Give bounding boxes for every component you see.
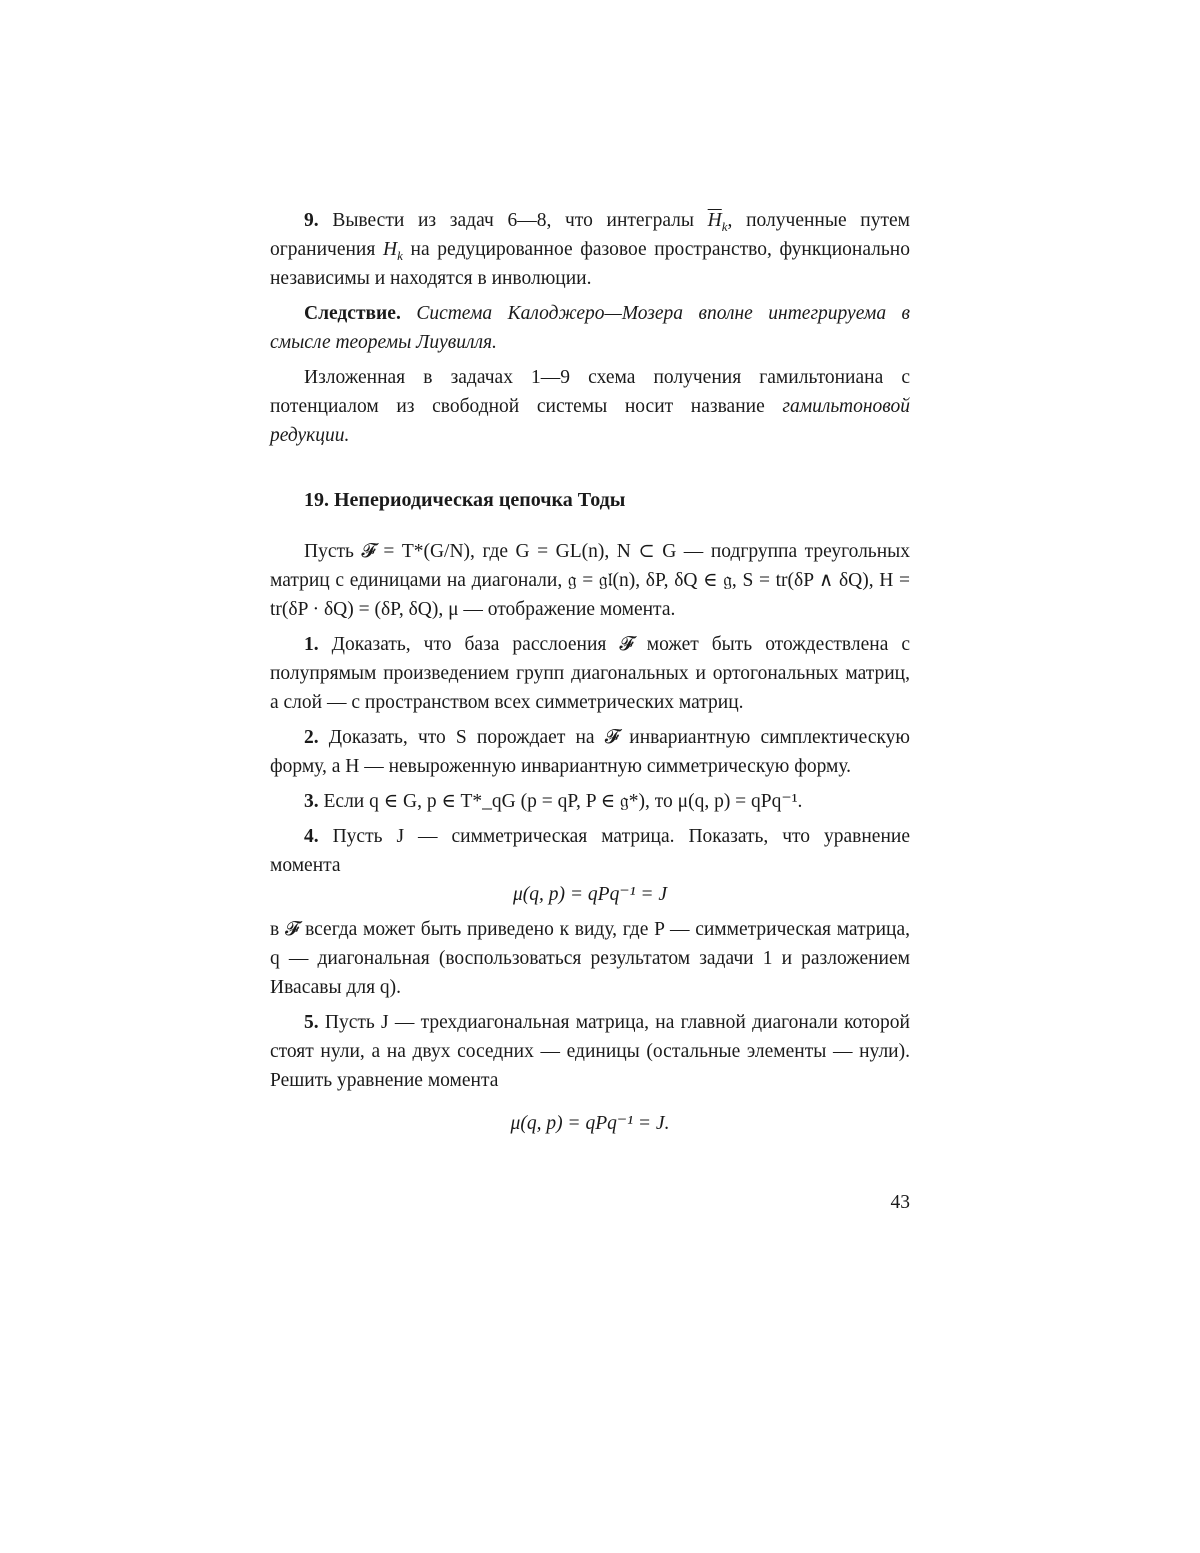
corollary-label: Следствие. [304, 303, 401, 324]
symbol-hk-bar-sub: k [721, 218, 728, 234]
problem-4-number: 4. [304, 826, 319, 847]
problem-2 [270, 723, 910, 781]
symbol-hk-bar: $\overline{H}$ [707, 210, 722, 231]
symbol-hk: H [383, 239, 398, 260]
reduction-paragraph [270, 363, 910, 450]
problem-5-number: 5. [304, 1012, 319, 1033]
symbol-hk-sub: k [397, 247, 403, 263]
problem-9 [270, 206, 910, 293]
intro-paragraph: Пусть 𝓕 = T*(G/N), где G = GL(n), N ⊂ G — подгруппа треугольных матриц с единицами на диагонали, 𝔤 = 𝔤𝔩(n), δP, δQ ∈ 𝔤, S = tr(δP ∧ δQ), H = tr(δP · δQ) = (δP, δQ), μ — отображение момента. [270, 541, 910, 620]
problem-1-text: Доказать, что база расслоения 𝓕 может быть отождествлена с полупрямым произведением групп диагональных и ортогональных матриц, а слой — с пространством всех симметрических матриц. [270, 634, 911, 713]
problem-5-text: Пусть J — трехдиагональная матрица, на главной диагонали которой стоят нули, а на двух соседних — единицы (остальные элементы — нули). Решить уравнение момента [270, 1012, 910, 1091]
problem-3 [270, 787, 910, 816]
equation-1: μ(q, p) = qPq⁻¹ = J [512, 884, 668, 905]
problem-9-text-2: , полученные путем ограничения [270, 210, 911, 260]
problem-4 [270, 822, 910, 880]
problem-3-number: 3. [304, 791, 319, 812]
corollary [270, 299, 910, 357]
problem-9-text-3: на редуцированное фазовое пространство, функционально независимы и находятся в инволюции. [270, 239, 910, 289]
problem-2-text: Доказать, что S порождает на 𝓕 инвариантную симплектическую форму, а H — невыроженную инвариантную симметрическую форму. [270, 727, 910, 777]
problem-9-number: 9. [304, 210, 319, 231]
problem-4-text: Пусть J — симметрическая матрица. Показать, что уравнение момента [270, 826, 910, 876]
page-number: 43 [890, 1192, 910, 1213]
corollary-text: Система Калоджеро—Мозера вполне интегрируема в смысле теоремы Лиувилля. [270, 303, 911, 353]
problem-9-text-1: Вывести из задач 6—8, что интегралы [332, 210, 708, 231]
problem-4-continuation: в 𝓕 всегда может быть приведено к виду, где P — симметрическая матрица, q — диагональная (воспользоваться результатом задачи 1 и разложением Ивасавы для q). [270, 919, 910, 998]
reduction-text: Изложенная в задачах 1—9 схема получения гамильтониана с потенциалом из свободной системы носит название [270, 367, 910, 417]
problem-5 [270, 1008, 910, 1095]
problem-2-number: 2. [304, 727, 319, 748]
page-body [270, 206, 910, 1144]
section-title: 19. Непериодическая цепочка Тоды [304, 489, 626, 511]
reduction-term: гамильтоновой редукции. [270, 396, 910, 446]
problem-3-text: Если q ∈ G, p ∈ T*_qG (p = qP, P ∈ 𝔤*), то μ(q, p) = qPq⁻¹. [323, 791, 803, 812]
problem-1 [270, 630, 910, 717]
equation-2: μ(q, p) = qPq⁻¹ = J. [510, 1113, 670, 1134]
problem-1-number: 1. [304, 634, 319, 655]
